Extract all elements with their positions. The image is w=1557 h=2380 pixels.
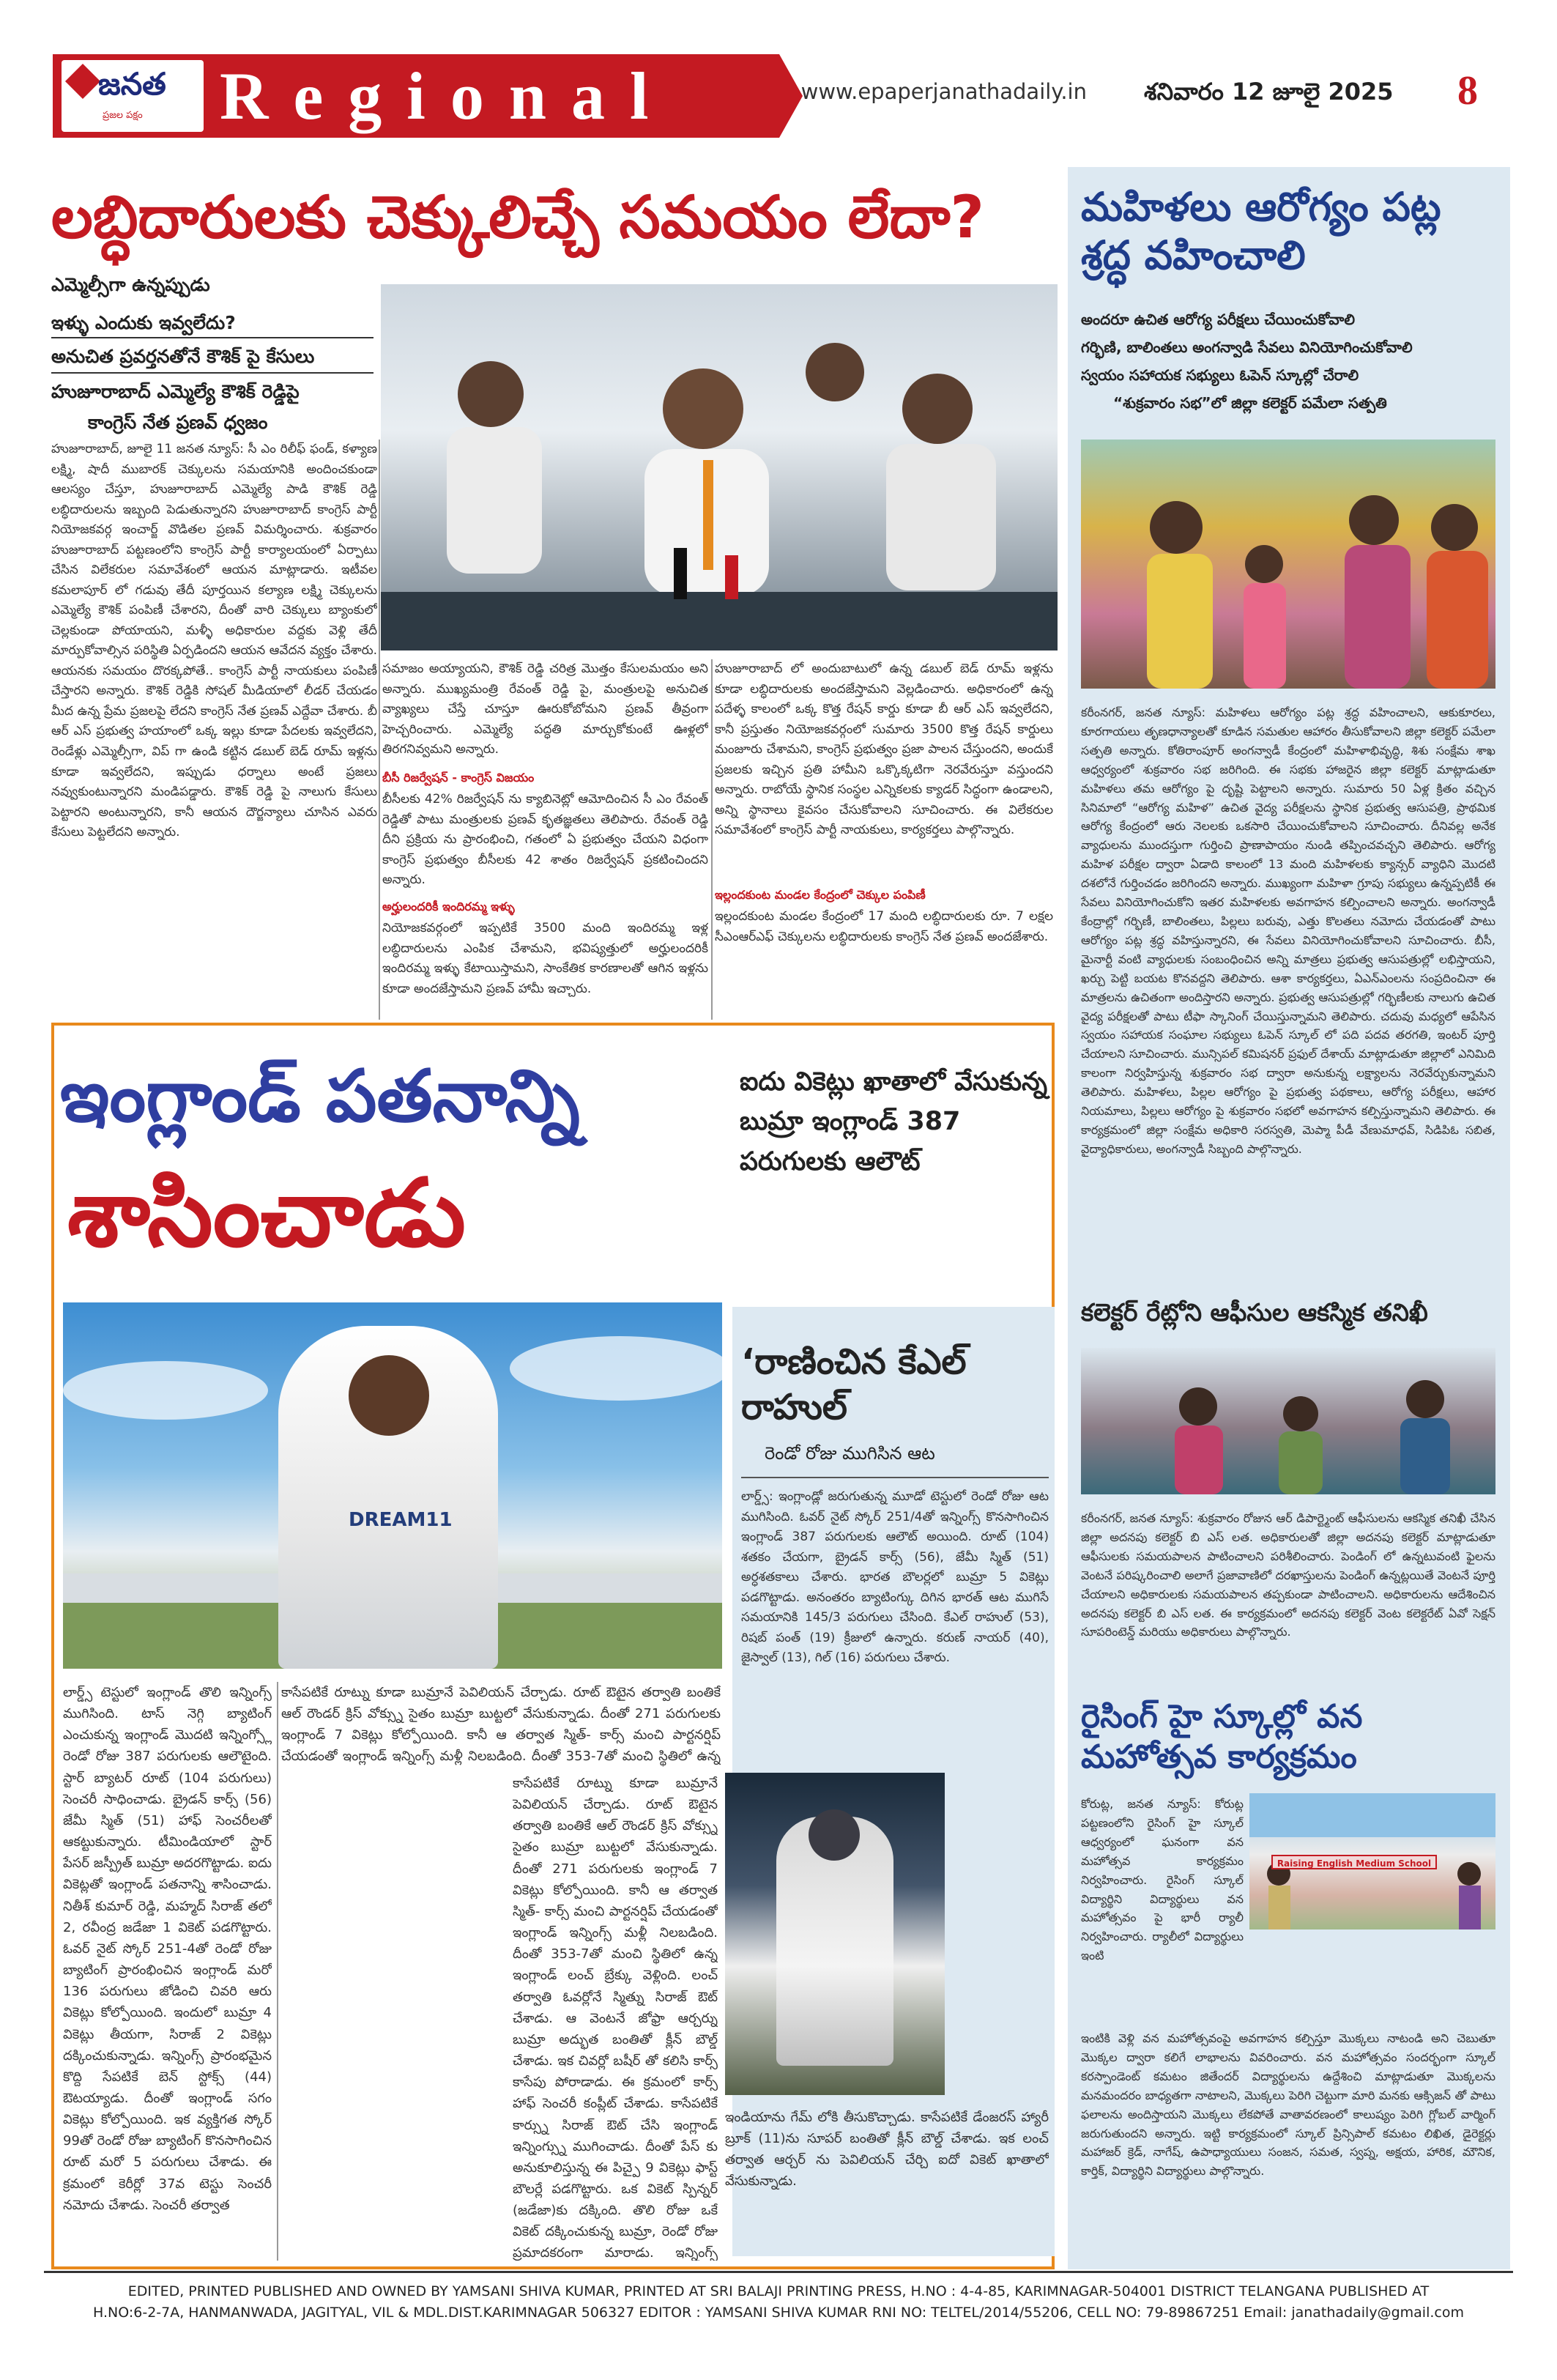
sports-body-col3: ఇండియాను గేమ్ లోకి తీసుకొచ్చాడు. కాసేపటికే డేంజరస్ హ్యారీ బ్రూక్ (11)ను సూపర్ బంతితో క్లీన్ బౌల్డ్ చేశాడు. ఇక లంచ్ తర్వాత ఆర్చర్ ను పెవిలియన్ చేర్చి ఐదో వికెట్ ఖాతాలో వేసుకున్నాడు. — [725, 2110, 1049, 2190]
imprint-line-2: H.NO:6-2-7A, HANMANWADA, JAGITYAL, VIL & MDL.DIST.KARIMNAGAR 506327 EDITOR : YAMSANI SHIVA KUMAR RNI NO: TELTEL/2014/55206, CELL NO: 79-89867251 Email: janathadaily@gmail.com — [93, 2304, 1464, 2321]
lead-body-col3: హుజూరాబాద్ లో అందుబాటులో ఉన్న డబుల్ బెడ్ రూమ్ ఇళ్లను కూడా లబ్ధిదారులకు అందజేస్తామని వెల్లడించారు. అధికారంలో ఉన్న పదేళ్ళ కాలంలో ఒక్క కొత్త రేషన్ కార్డు కూడా బీ ఆర్ ఎస్ ఇవ్వలేదని, కానీ ప్రస్తుతం నియోజకవర్గంలో సుమారు 3500 కొత్త రేషన్ కార్డులు మంజూరు చేశామని, కాంగ్రెస్ ప్రభుత్వం ప్రజా పాలన చేస్తుందని, అందుకే ప్రజలకు ఇచ్చిన ప్రతి హామీని ఒక్కొక్కటిగా నెరవేరుస్తూ వస్తుందని అన్నారు. రాబోయే స్థానిక సంస్థల ఎన్నికలకు క్యాడర్ సిద్ధంగా ఉండాలని, అన్ని స్థానాలు కైవసం చేసుకోవాలని సూచించారు. ఈ విలేకరుల సమావేశంలో కాంగ్రెస్ పార్టీ నాయకులు, కార్యకర్తలు పాల్గొన్నారు. — [715, 661, 1053, 838]
attendee-head — [458, 361, 524, 427]
lead-body-col2b: బీసీలకు 42% రిజర్వేషన్ ను క్యాబినెట్లో ఆమోదించిన సీ ఎం రేవంత్ రెడ్డితో పాటు మంత్రులకు ప్రణవ్ కృతజ్ఞతలు తెలిపారు. రేవంత్ రెడ్డి దీని ప్రక్రియ ను ప్రారంభించి, గతంలో ఏ ప్రభుత్వం చేయని విధంగా కాంగ్రెస్ ప్రభుత్వం బీసీలకు 42 శాతం రిజర్వేషన్ ప్రకటించిందని అన్నారు. — [382, 792, 708, 888]
footer-rule — [44, 2271, 1513, 2273]
sports-body-col2b: కాసేపటికే రూట్ను కూడా బుమ్రానే పెవిలియన్ చేర్చాడు. రూట్ ఔటైన తర్వాతి బంతికే ఆల్ రౌండర్ క్రిస్ వోక్స్ను సైతం బుమ్రా బుట్టలో వేసుకున్నాడు. దీంతో 271 పరుగులకు ఇంగ్లాండ్ 7 వికెట్లు కోల్పోయింది. కానీ ఆ తర్వాత స్మిత్- కార్స్ మంచి పార్టనర్షిప్ చేయడంతో ఇంగ్లాండ్ ఇన్నింగ్స్ మళ్లీ నిలబడింది. దీంతో 353-7తో మంచి స్థితిలో ఉన్న ఇంగ్లాండ్ లంచ్ బ్రేక్కు వెళ్లింది. లంచ్ తర్వాతి ఓవర్లోనే స్మిత్ను సిరాజ్ ఔట్ చేశాడు. ఆ వెంటనే జోఫ్రా ఆర్చర్ను బుమ్రా అద్భుత బంతితో క్లీన్ బౌల్డ్ చేశాడు. ఇక చివర్లో బషీర్ తో కలిసి కార్స్ కాసేపు పోరాడాడు. ఈ క్రమంలో కార్స్ హాఫ్ సెంచరీ కంప్లీట్ చేశాడు. కాసేపటికే కార్స్ను సిరాజ్ ఔట్ చేసి ఇంగ్లాండ్ ఇన్నింగ్స్ను ముగించాడు. దీంతో పేస్ కు అనుకూలిస్తున్న ఈ పిచ్పై 9 వికెట్లు ఫాస్ట్ బౌలర్లే పడగొట్టారు. ఒక వికెట్ స్పిన్నర్ (జడేజా)కు దక్కింది. తొలి రోజు ఒకే వికెట్ దక్కించుకున్న బుమ్రా, రెండో రోజు ప్రమాదకరంగా మారాడు. ఇన్నింగ్స్ — [513, 1776, 718, 2261]
vanam-body-bottom: ఇంటికి వెళ్లి వన మహోత్సవంపై అవగాహన కల్పిస్తూ మొక్కలు నాటండి అని చెబుతూ మొక్కల ద్వారా కలిగే లాభాలను వివరించారు. వన మహోత్సవం సందర్భంగా స్కూల్ కరస్పాండెంట్ కమటం జితేందర్ విద్యార్థులను ఉద్దేశించి మాట్లాడుతూ మొక్కలను మనమందరం బాధ్యతగా నాటాలని, మొక్కలు పెరిగి చెట్టుగా మారి మనకు ఆక్సిజన్ తో పాటు ఫలాలను అందిస్తాయని మొక్కలు లేకపోతే వాతావరణంలో కాలుష్యం పెరిగి గ్లోబల్ వార్మింగ్ జరుగుతుందని అన్నారు. ఇట్టి కార్యక్రమంలో స్కూల్ ప్రిన్సిపాల్ కమటం లిఖిత, డైరెక్టర్లు మహాజర్ క్రెడ్, నాగేష్, ఉపాధ్యాయులు సంజన, సమత, స్వప్న, అక్షయ, హారిక, మౌనిక, కార్తిక్, విద్యార్థిని విద్యార్థులు పాల్గొన్నారు. — [1081, 2031, 1495, 2179]
person-head — [1431, 504, 1478, 551]
vanam-body-top: కోరుట్ల, జనత న్యూస్: కోరుట్ల పట్టణంలోని రైసింగ్ హై స్కూల్ ఆధ్వర్యంలో ఘనంగా వన మహోత్సవ కార్యక్రమం నిర్వహించారు. రైసింగ్ స్కూల్ విద్యార్థిని విద్యార్థులు వన మహోత్సవం పై భారీ ర్యాలీ నిర్వహించారు. ర్యాలీలో విద్యార్థులు ఇంటి — [1081, 1797, 1244, 1963]
collectorate-headline: కలెక్టర్ రేట్లోని ఆఫీసుల ఆకస్మిక తనిఖీ — [1081, 1298, 1428, 1327]
saree — [1345, 545, 1411, 689]
child-dress — [1244, 583, 1286, 689]
sports-body-col1: లార్డ్స్ టెస్టులో ఇంగ్లాండ్ తొలి ఇన్నింగ్స్ ముగిసింది. టాస్ నెగ్గి బ్యాటింగ్ ఎంచుకున్న ఇంగ్లాండ్ మొదటి ఇన్నింగ్స్లో రెండో రోజు 387 పరుగులకు ఆలౌటైంది. స్టార్ బ్యాటర్ రూట్ (104 పరుగులు) సెంచరీ సాధించాడు. బ్రైడన్ కార్స్ (56) జేమీ స్మిత్ (51) హాఫ్ సెంచరీలతో ఆకట్టుకున్నారు. టీమిండియాలో స్టార్ పేసర్ జస్ప్రీత్ బుమ్రా అదరగొట్టాడు. ఐదు వికెట్లతో ఇంగ్లాండ్ పతనాన్ని శాసించాడు. నితీశ్ కుమార్ రెడ్డి, మహ్మద్ సిరాజ్ తలో 2, రవీంద్ర జడేజా 1 వికెట్ పడగొట్టారు. ఓవర్ నైట్ స్కోర్ 251-4తో రెండో రోజు బ్యాటింగ్ ప్రారంభించిన ఇంగ్లాండ్ మరో 136 పరుగులు జోడించి చివరి ఆరు వికెట్లు కోల్పోయింది. ఇందులో బుమ్రా 4 వికెట్లు తీయగా, సిరాజ్ 2 వికెట్లు దక్కించుకున్నాడు. ఇన్నింగ్స్ ప్రారంభమైన కొద్ది సేపటికే బెన్ స్టోక్స్ (44) ఔటయ్యాడు. దీంతో ఇంగ్లాండ్ సగం వికెట్లు కోల్పోయింది. ఇక వ్యక్తిగత స్కోర్ 99తో రెండో రోజు బ్యాటింగ్ కొనసాగించిన రూట్ మరో 5 పరుగులు చేశాడు. ఈ క్రమంలో కెరీర్లో 37వ టెస్టు సెంచరీ నమోదు చేశాడు. సెంచరీ తర్వాత — [63, 1685, 272, 2213]
collector-saree — [1147, 554, 1213, 689]
student-head — [1457, 1862, 1481, 1886]
lead-inline-head-1: బీసీ రిజర్వేషన్ - కాంగ్రెస్ విజయం — [382, 771, 535, 785]
page-number: 8 — [1457, 68, 1478, 114]
party-scarf — [703, 460, 713, 570]
women-body: కరీంనగర్, జనత న్యూస్: మహిళలు ఆరోగ్యం పట్ల శ్రద్ధ వహించాలని, ఆకుకూరలు, కూరగాయలు తృణధాన్యాలతో కూడిన సమతుల ఆహారం తీసుకోవాలని జిల్లా కలెక్టర్ పమేలా సత్పతి అన్నారు. కోతిరాంపూర్ అంగన్వాడీ కేంద్రంలో మహిళాభివృద్ధి, శిశు సంక్షేమ శాఖ ఆధ్వర్యంలో శుక్రవారం సభ జరిగింది. ఈ సభకు హాజరైన జిల్లా కలెక్టర్ మాట్లాడుతూ మహిళలు తమ ఆరోగ్యం పై దృష్టి పెట్టాలని అన్నారు. సుమారు 50 ఏళ్ల క్రితం వచ్చిన సినిమాలో “ఆరోగ్య మహిళ” ఉచిత వైద్య పరీక్షలను స్థానిక ప్రభుత్వ ఆసుపత్రి, ప్రాథమిక ఆరోగ్య కేంద్రంలో ఆరు నెలలకు ఒకసారి చేయించుకోవాలని సూచించారు. దీనివల్ల అనేక వ్యాధులను ముందస్తుగా గుర్తించి ప్రాణాపాయం నుండి తప్పించవచ్చని తెలిపారు. ఆరోగ్య మహిళ పరీక్షల ద్వారా ఏడాది కాలంలో 13 మంది మహిళలకు క్యాన్సర్ వ్యాధిని మొదటి దశలోనే గుర్తించడం జరిగిందని అన్నారు. ముఖ్యంగా మహిళా గ్రూపు సభ్యులు ఉన్నప్పటికీ ఈ సేవలు వినియోగించుకోని ఇతర మహిళలకు అవగాహన కల్పించాలని అన్నారు. అంగన్వాడీ కేంద్రాల్లో గర్భిణీ, బాలింతలు, పిల్లలు బరువు, ఎత్తు కొలతలు నమోదు చేయడంతో పాటు ఆరోగ్యం పట్ల శ్రద్ధ వహిస్తున్నారని, ఈ సేవలు వినియోగించుకోవాలని సూచించారు. బీసీ, మైనార్టీ వంటి వ్యాధులకు సంబంధించిన అన్ని మాత్రలు ప్రభుత్వ ఆసుపత్రుల్లో లభిస్తాయని, ఖర్చు పెట్టి బయట కొనవద్దని తెలిపారు. ఆశా కార్యకర్తలు, ఏఎన్ఎంలను సంప్రదించినా ఈ మాత్రలను ఉచితంగా అందిస్తారని అన్నారు. ప్రభుత్వ ఆసుపత్రుల్లో గర్భిణీలకు నాలుగు ఉచిత వైద్య పరీక్షలతో పాటు టీఫా స్కానింగ్ చేయిస్తున్నామని తెలిపారు. చదువు మధ్యలో ఆపేసిన స్వయం సహాయక సంఘాల సభ్యులు ఓపెన్ స్కూల్ లో పది పదవ తరగతి, ఇంటర్ పూర్తి చేయాలని సూచించారు. మున్సిపల్ కమిషనర్ ప్రఫుల్ దేశాయ్ మాట్లాడుతూ జిల్లాలో ఎనిమిది కాలంగా నిర్వహిస్తున్న శుక్రవారం సభ ద్వారా అనుకున్న లక్ష్యాలను నెరవేర్చుకున్నామని తెలిపారు. మహిళలు, పిల్లల ఆరోగ్యం పై ప్రభుత్వ పథకాలు, ఆరోగ్య పరీక్షలు, ఆహార నియమాలు, పిల్లలు ఆరోగ్యం పై శుక్రవారం సభలో అవగాహన కల్పిస్తున్నామని తెలిపారు. ఈ కార్యక్రమంలో జిల్లా సంక్షేమ అధికారి సరస్వతి, మెప్మా పీడీ వేణుమాధవ్, సిడిపిఓ సబిత, వైద్యాధికారులు, అంగన్వాడీ సిబ్బంది పాల్గొన్నారు. — [1081, 705, 1495, 1156]
press-table — [381, 592, 1058, 650]
lead-headline: లబ్ధిదారులకు చెక్కులిచ్చే సమయం లేదా? — [51, 183, 984, 251]
person-body — [1279, 1431, 1323, 1494]
lead-inline-head-2: అర్హులందరికీ ఇందిరమ్మ ఇళ్ళు — [382, 900, 515, 913]
logo-text: జనత — [98, 66, 166, 102]
rahul-body: లార్డ్స్: ఇంగ్లాండ్లో జరుగుతున్న మూడో టెస్టులో రెండో రోజు ఆట ముగిసింది. ఓవర్ నైట్ స్కోర్ 251/4తో ఇన్నింగ్స్ కొనసాగించిన ఇంగ్లాండ్ 387 పరుగులకు ఆలౌట్ అయింది. రూట్ (104) శతకం చేయగా, బ్రైడన్ కార్స్ (56), జేమీ స్మిత్ (51) అర్ధశతకాలు చేశారు. భారత బౌలర్లలో బుమ్రా 5 వికెట్లు పడగొట్టాడు. అనంతరం బ్యాటింగ్కు దిగిన భారత్ ఆట ముగిసే సమయానికి 145/3 పరుగులు చేసింది. కేఎల్ రాహుల్ (53), రిషబ్ పంత్ (19) క్రీజులో ఉన్నారు. కరుణ్ నాయర్ (40), జైస్వాల్ (13), గిల్ (16) పరుగులు చేశారు. — [741, 1489, 1049, 1666]
column-rule — [711, 659, 713, 1020]
sports-headline-line1: ఇంగ్లాండ్ పతనాన్ని — [60, 1055, 580, 1138]
attendee-head — [806, 343, 864, 401]
attendee-head — [902, 374, 973, 444]
website-link[interactable]: www.epaperjanathadaily.in — [800, 79, 1087, 104]
student-body — [1459, 1886, 1481, 1929]
subhead-divider — [51, 372, 374, 374]
rahul-headline: ‘రాణించిన కేఎల్ రాహుల్ — [741, 1341, 967, 1428]
sports-body-col2: కాసేపటికే రూట్ను కూడా బుమ్రానే పెవిలియన్ చేర్చాడు. రూట్ ఔటైన తర్వాతి బంతికే ఆల్ రౌండర్ క్రిస్ వోక్స్ను సైతం బుమ్రా బుట్టలో వేసుకున్నాడు. దీంతో 271 పరుగులకు ఇంగ్లాండ్ 7 వికెట్లు కోల్పోయింది. కానీ ఆ తర్వాత స్మిత్- కార్స్ మంచి పార్టనర్షిప్ చేయడంతో ఇంగ్లాండ్ ఇన్నింగ్స్ మళ్లీ నిలబడింది. దీంతో 353-7తో మంచి స్థితిలో ఉన్న — [281, 1685, 721, 1765]
column-rule — [379, 440, 380, 1020]
lead-subhead-4: హుజూరాబాద్ ఎమ్మెల్యే కౌశిక్ రెడ్డిపై — [51, 381, 300, 402]
batter-helmet — [809, 1809, 860, 1861]
women-subhead-2: గర్భిణి, బాలింతలు అంగన్వాడి సేవలు వినియోగించుకోవాలి — [1081, 338, 1413, 356]
speaker-head — [663, 368, 743, 449]
cloud — [63, 1361, 268, 1420]
press-meet-photo — [381, 284, 1058, 650]
student-body — [1268, 1886, 1290, 1929]
lead-body-col2c: నియోజకవర్గంలో ఇప్పటికే 3500 మంది ఇందిరమ్మ ఇళ్ల లబ్ధిదారులను ఎంపిక చేశామని, భవిష్యత్తులో అర్హులందరికీ ఇందిరమ్మ ఇళ్ళు కేటాయిస్తామని, సాంకేతిక కారణాలతో ఆగిన ఇళ్లను కూడా అందజేస్తామని ప్రణవ్ హామీ ఇచ్చారు. — [382, 921, 708, 996]
person-body — [1400, 1418, 1450, 1494]
lead-subhead-5: కాంగ్రెస్ నేత ప్రణవ్ ధ్వజం — [88, 412, 268, 433]
person-head — [1179, 1387, 1217, 1426]
sabha-event-photo — [1081, 440, 1495, 689]
logo-tagline: ప్రజల పక్షం — [103, 110, 143, 121]
person-body — [1175, 1426, 1223, 1494]
inspection-photo — [1081, 1348, 1495, 1494]
sabha-illustration — [1081, 440, 1495, 689]
saree — [1427, 551, 1488, 689]
imprint-footer — [44, 2281, 1513, 2323]
women-headline: మహిళలు ఆరోగ్యం పట్ల శ్రద్ధ వహించాలి — [1081, 184, 1441, 278]
microphone-icon — [674, 548, 687, 599]
jersey-sponsor: DREAM11 — [349, 1509, 453, 1531]
women-subhead-4: “శుక్రవారం సభ”లో జిల్లా కలెక్టర్ పమేలా సత్పతి — [1113, 394, 1387, 412]
attendee-body — [886, 444, 996, 590]
person-head — [1406, 1380, 1444, 1418]
vanam-headline: రైసింగ్ హై స్కూల్లో వన మహోత్సవ కార్యక్రమం — [1081, 1698, 1363, 1776]
person-head — [1349, 495, 1399, 545]
sports-subhead: ఐదు వికెట్లు ఖాతాలో వేసుకున్న బుమ్రా ఇంగ్లాండ్ 387 పరుగులకు ఆలౌట్ — [740, 1067, 1047, 1176]
rahul-subhead: రెండో రోజు ముగిసిన ఆట — [765, 1443, 935, 1464]
inspection-illustration — [1081, 1348, 1495, 1494]
lead-body-col3b: ఇల్లందకుంట మండల కేంద్రంలో 17 మంది లబ్ధిదారులకు రూ. 7 లక్షల సీఎంఆర్ఎఫ్ చెక్కులను లబ్ధిదారులకు కాంగ్రెస్ నేత ప్రణవ్ అందజేశారు. — [715, 909, 1053, 944]
section-title: Regional — [220, 59, 674, 133]
rahul-divider — [741, 1477, 1049, 1478]
lead-body-col1: హుజూరాబాద్, జూలై 11 జనత న్యూస్: సీ ఎం రిలీఫ్ ఫండ్, కళ్యాణ లక్ష్మి, షాదీ ముబారక్ చెక్కులను సమయానికి అందించకుండా ఆలస్యం చేస్తూ, హుజూరాబాద్ ఎమ్మెల్యే పాడి కౌశిక్ రెడ్డి లబ్ధిదారులను ఇబ్బంది పెడుతున్నారని హుజూరాబాద్ కాంగ్రెస్ పార్టీ నియోజకవర్గ ఇంచార్జ్ వొడితల ప్రణవ్ విమర్శించారు. శుక్రవారం హుజూరాబాద్ పట్టణంలోని కాంగ్రెస్ పార్టీ కార్యాలయంలో ఏర్పాటు చేసిన విలేకరుల సమావేశంలో ఆయన మాట్లాడారు. ఇటీవల కమలాపూర్ లో గడువు తేదీ పూర్తయిన కల్యాణ లక్ష్మి చెక్కులను ఎమ్మెల్యే కౌశిక్ పంపిణీ చేశారని, దీంతో వారి చెక్కులు బ్యాంకులో చెల్లకుండా పోయాయని, మళ్ళీ అధికారుల వద్దకు వెళ్లి తేదీ మార్పుకోవాల్సిన పరిస్థితి ఏర్పడిందని ఆయన ఆవేదన వ్యక్తం చేశారు. ఆయనకు సమయం దొరక్కపోతే.. కాంగ్రెస్ పార్టీ నాయకులు పంపిణీ చేస్తారని అన్నారు. కౌశిక్ రెడ్డికి సోషల్ మీడియాలో లీడర్ చేయడం మీద ఉన్న ప్రేమ ప్రజలపై లేదని కాంగ్రెస్ నేత ప్రణవ్ ఎద్దేవా చేశారు. బీ ఆర్ ఎస్ ప్రభుత్వ హయాంలో ఒక్క ఇల్లు కూడా పేదలకు ఇవ్వలేదని, రెండేళ్లు ఎమ్మెల్సీగా, విప్ గా ఉండి కట్టిన డబుల్ బెడ్ రూమ్ ఇళ్లను కూడా ఇవ్వలేదని, ఇప్పుడు ధర్నాలు అంటే ప్రజలు నవ్వుకుంటున్నారని మండిపడ్డారు. కౌశిక్ రెడ్డి పై నాలుగు కేసులు పెట్టారని అంటున్నారని, కానీ ఆయన దౌర్జన్యాలు చూసిన ఎవరు కేసులు పెట్టలేదని అన్నారు. — [51, 442, 377, 840]
issue-date: శనివారం 12 జూలై 2025 — [1144, 78, 1394, 105]
person-head — [1283, 1396, 1318, 1431]
women-subhead-1: అందరూ ఉచిత ఆరోగ్య పరీక్షలు చేయించుకోవాలి — [1081, 311, 1355, 328]
imprint-line-1: EDITED, PRINTED PUBLISHED AND OWNED BY YAMSANI SHIVA KUMAR, PRINTED AT SRI BALAJI PRINTING PRESS, H.NO : 4-4-85, KARIMNAGAR-504001 DISTRICT TELANGANA PUBLISHED AT — [127, 2283, 1430, 2299]
sports-headline-line2: శాసించాడు — [67, 1159, 466, 1268]
bowler-head — [349, 1355, 429, 1436]
collectorate-body: కరీంనగర్, జనత న్యూస్: శుక్రవారం రోజున ఆర్ డిపార్ట్మెంట్ ఆఫీసులను ఆకస్మిక తనిఖీ చేసిన జిల్లా అదనపు కలెక్టర్ బి ఎస్ లత. అధికారులతో జిల్లా అదనపు కలెక్టర్ మాట్లాడుతూ ఆఫీసులకు సమయపాలన పాటించాలని పరిశీలించారు. పెండింగ్ లో ఉన్నటువంటి ఫైలను వెంటనే పరిష్కరించాలి అలాగే ప్రజావాణిలో దరఖాస్తులను పెండింగ్ ఉన్నట్లయితే వెంటనే పూర్తి చేయాలని అధికారులకు సమయపాలన తప్పకుండా పాటించాలని. అధికారులను ఆదేశించిన అదనపు కలెక్టర్ బి ఎస్ లత. ఈ కార్యక్రమంలో అదనపు కలెక్టర్ వెంట కలెక్టరేట్ ఏవో సెక్షన్ సూపరింటెన్డ్ మరియు అధికారులు పాల్గొన్నారు. — [1081, 1511, 1495, 1639]
child-head — [1245, 545, 1283, 583]
lead-inline-head-3: ఇల్లందకుంట మండల కేంద్రంలో చెక్కుల పంపిణీ — [715, 888, 926, 902]
press-meet-illustration — [381, 284, 1058, 650]
sky — [1249, 1793, 1495, 1837]
lead-subhead-2: ఇళ్ళు ఎందుకు ఇవ్వలేదు? — [51, 312, 236, 333]
lead-subhead-1: ఎమ్మెల్సీగా ఉన్నప్పుడు — [51, 274, 210, 295]
person-head — [1150, 501, 1203, 554]
lead-subhead-3: అనుచిత ప్రవర్తనతోనే కౌశిక్ పై కేసులు — [51, 346, 315, 367]
microphone-icon — [725, 555, 738, 599]
lead-body-col2: సమాజం అయ్యాయని, కౌశిక్ రెడ్డి చరిత్ర మొత్తం కేసులమయం అని అన్నారు. ముఖ్యమంత్రి రేవంత్ రెడ్డి పై, మంత్రులపై అనుచిత వ్యాఖ్యలు చేస్తే చూస్తూ ఊరుకోబోమని ప్రణవ్ తీవ్రంగా హెచ్చరించారు. ఎమ్మెల్యే పద్ధతి మార్చుకోకుంటే ఊళ్లలో తిరగనివ్వమని అన్నారు. — [382, 661, 708, 757]
women-subhead-3: స్వయం సహాయక సభ్యులు ఓపెన్ స్కూల్లో చేరాలి — [1081, 366, 1359, 384]
subhead-divider — [51, 337, 374, 338]
school-banner: Raising English Medium School — [1271, 1855, 1437, 1869]
attendee-body — [447, 427, 542, 574]
cloud — [510, 1336, 722, 1401]
column-rule — [277, 1682, 278, 2261]
